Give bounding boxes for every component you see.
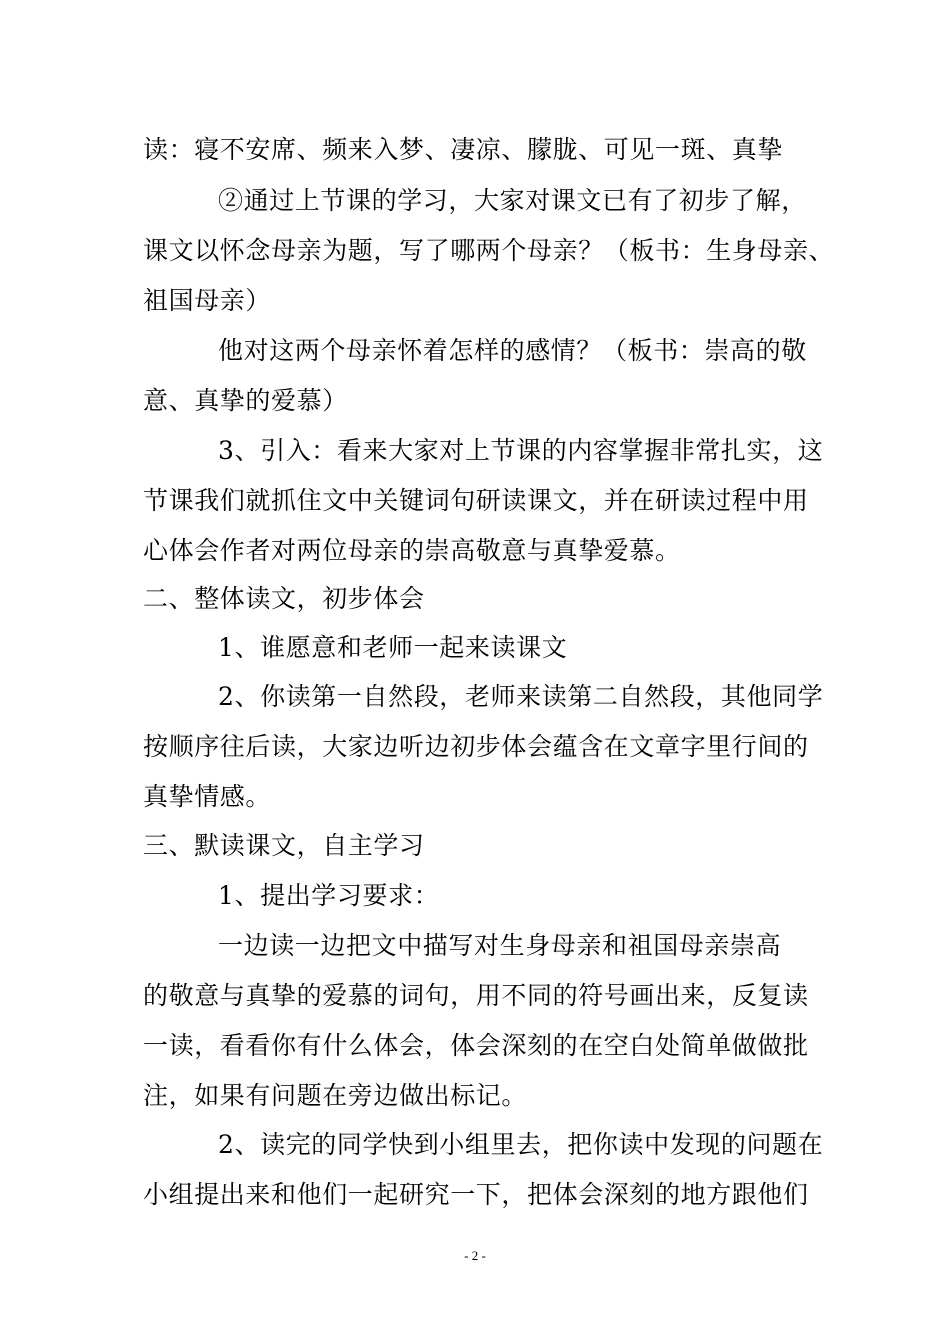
text-line: 1、提出学习要求：	[218, 881, 440, 910]
text-line: 1、谁愿意和老师一起来读课文	[218, 633, 568, 662]
text-line: 一读，看看你有什么体会，体会深刻的在空白处简单做做批	[143, 1031, 809, 1060]
text-line: 3、引入：看来大家对上节课的内容掌握非常扎实，这	[218, 436, 824, 465]
text-line: 节课我们就抓住文中关键词句研读课文，并在研读过程中用	[143, 486, 809, 515]
text-line: ②通过上节课的学习，大家对课文已有了初步了解，	[218, 186, 807, 215]
page-number: - 2 -	[464, 1248, 486, 1263]
text-line: 读：寝不安席、频来入梦、凄凉、朦胧、可见一斑、真挚	[143, 135, 784, 164]
text-line: 真挚情感。	[143, 782, 272, 811]
section-heading: 三、默读课文，自主学习	[143, 831, 425, 860]
text-line: 按顺序往后读，大家边听边初步体会蕴含在文章字里行间的	[143, 732, 809, 761]
section-heading: 二、整体读文，初步体会	[143, 584, 425, 613]
text-line: 2、读完的同学快到小组里去，把你读中发现的问题在	[218, 1130, 824, 1159]
text-line: 祖国母亲）	[143, 286, 272, 315]
text-line: 注，如果有问题在旁边做出标记。	[143, 1081, 528, 1110]
text-line: 课文以怀念母亲为题，写了哪两个母亲？（板书：生身母亲、	[143, 236, 835, 265]
text-line: 他对这两个母亲怀着怎样的感情？（板书：崇高的敬	[218, 336, 807, 365]
text-line: 小组提出来和他们一起研究一下，把体会深刻的地方跟他们	[143, 1180, 809, 1209]
text-line: 2、你读第一自然段，老师来读第二自然段，其他同学	[218, 682, 824, 711]
text-line: 意、真挚的爱慕）	[143, 386, 348, 415]
text-line: 心体会作者对两位母亲的崇高敬意与真挚爱慕。	[143, 536, 681, 565]
text-line: 的敬意与真挚的爱慕的词句，用不同的符号画出来，反复读	[143, 981, 809, 1010]
text-line: 一边读一边把文中描写对生身母亲和祖国母亲崇高	[218, 931, 782, 960]
